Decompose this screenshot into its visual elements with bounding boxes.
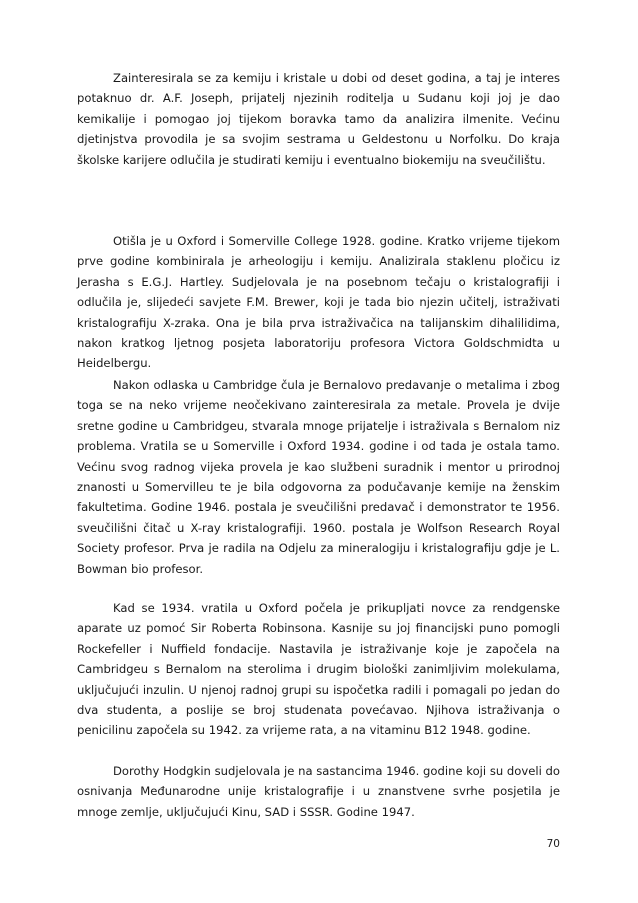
- paragraph: [77, 598, 560, 741]
- paragraph-text: Nakon odlaska u Cambridge čula je Bernalovo predavanje o metalima i zbog toga se na neko vrijeme neočekivano zainteresirala za metale. Provela je dvije sretne godine u Cambridgeu, stvarala mnoge prijatelje i istraživala s Bernalom niz problema. Vratila se u Somerville i Oxford 1934. godine i od tada je ostala tamo. Većinu svog radnog vijeka provela je kao službeni suradnik i mentor u prirodnoj znanosti u Somervilleu te je bila odgovorna za podučavanje kemije na ženskim fakultetima. Godine 1946. postala je sveučilišni predavač i demonstrator te 1956. sveučilišni čitač u X-ray kristalografiji. 1960. postala je Wolfson Research Royal Society profesor. Prva je radila na Odjelu za mineralogiju i kristalografiju gdje je L. Bowman bio profesor.: [77, 378, 560, 576]
- paragraph: [77, 761, 560, 822]
- paragraph-text: Dorothy Hodgkin sudjelovala je na sastancima 1946. godine koji su doveli do osnivanja Međunarodne unije kristalografije i u znanstvene svrhe posjetila je mnoge zemlje, uključujući Kinu, SAD i SSSR. Godine 1947.: [77, 764, 560, 819]
- page-number: 70: [546, 838, 560, 850]
- paragraph: [77, 68, 560, 170]
- paragraph-text: Kad se 1934. vratila u Oxford počela je prikupljati novce za rendgenske aparate uz pomoć Sir Roberta Robinsona. Kasnije su joj financijski puno pomogli Rockefeller i Nuffield fondacije. Nastavila je istraživanje koje je započela na Cambridgeu s Bernalom na sterolima i drugim biološki zanimljivim molekulama, uključujući inzulin. U njenoj radnoj grupi su ispočetka radili i pomagali po jedan do dva studenta, a poslije se broj studenata povećavao. Njihova istraživanja o penicilinu započela su 1942. za vrijeme rata, a na vitaminu B12 1948. godine.: [77, 601, 560, 738]
- paragraph-text: Zainteresirala se za kemiju i kristale u dobi od deset godina, a taj je interes potaknuo dr. A.F. Joseph, prijatelj njezinih roditelja u Sudanu koji joj je dao kemikalije i pomogao joj tijekom boravka tamo da analizira ilmenite. Većinu djetinjstva provodila je sa svojim sestrama u Geldestonu u Norfolku. Do kraja školske karijere odlučila je studirati kemiju i eventualno biokemiju na sveučilištu.: [77, 71, 560, 167]
- paragraph-text: Otišla je u Oxford i Somerville College 1928. godine. Kratko vrijeme tijekom prve godine kombinirala je arheologiju i kemiju. Analizirala staklenu pločicu iz Jerasha s E.G.J. Hartley. Sudjelovala je na posebnom tečaju o kristalografiji i odlučila je, slijedeći savjete F.M. Brewer, koji je tada bio njezin učitelj, istraživati kristalografiju X-zraka. Ona je bila prva istraživačica na talijanskim dihalilidima, nakon kratkog ljetnog posjeta laboratoriju profesora Victora Goldschmidta u Heidelbergu.: [77, 234, 560, 371]
- paragraph: [77, 231, 560, 374]
- paragraph: [77, 375, 560, 579]
